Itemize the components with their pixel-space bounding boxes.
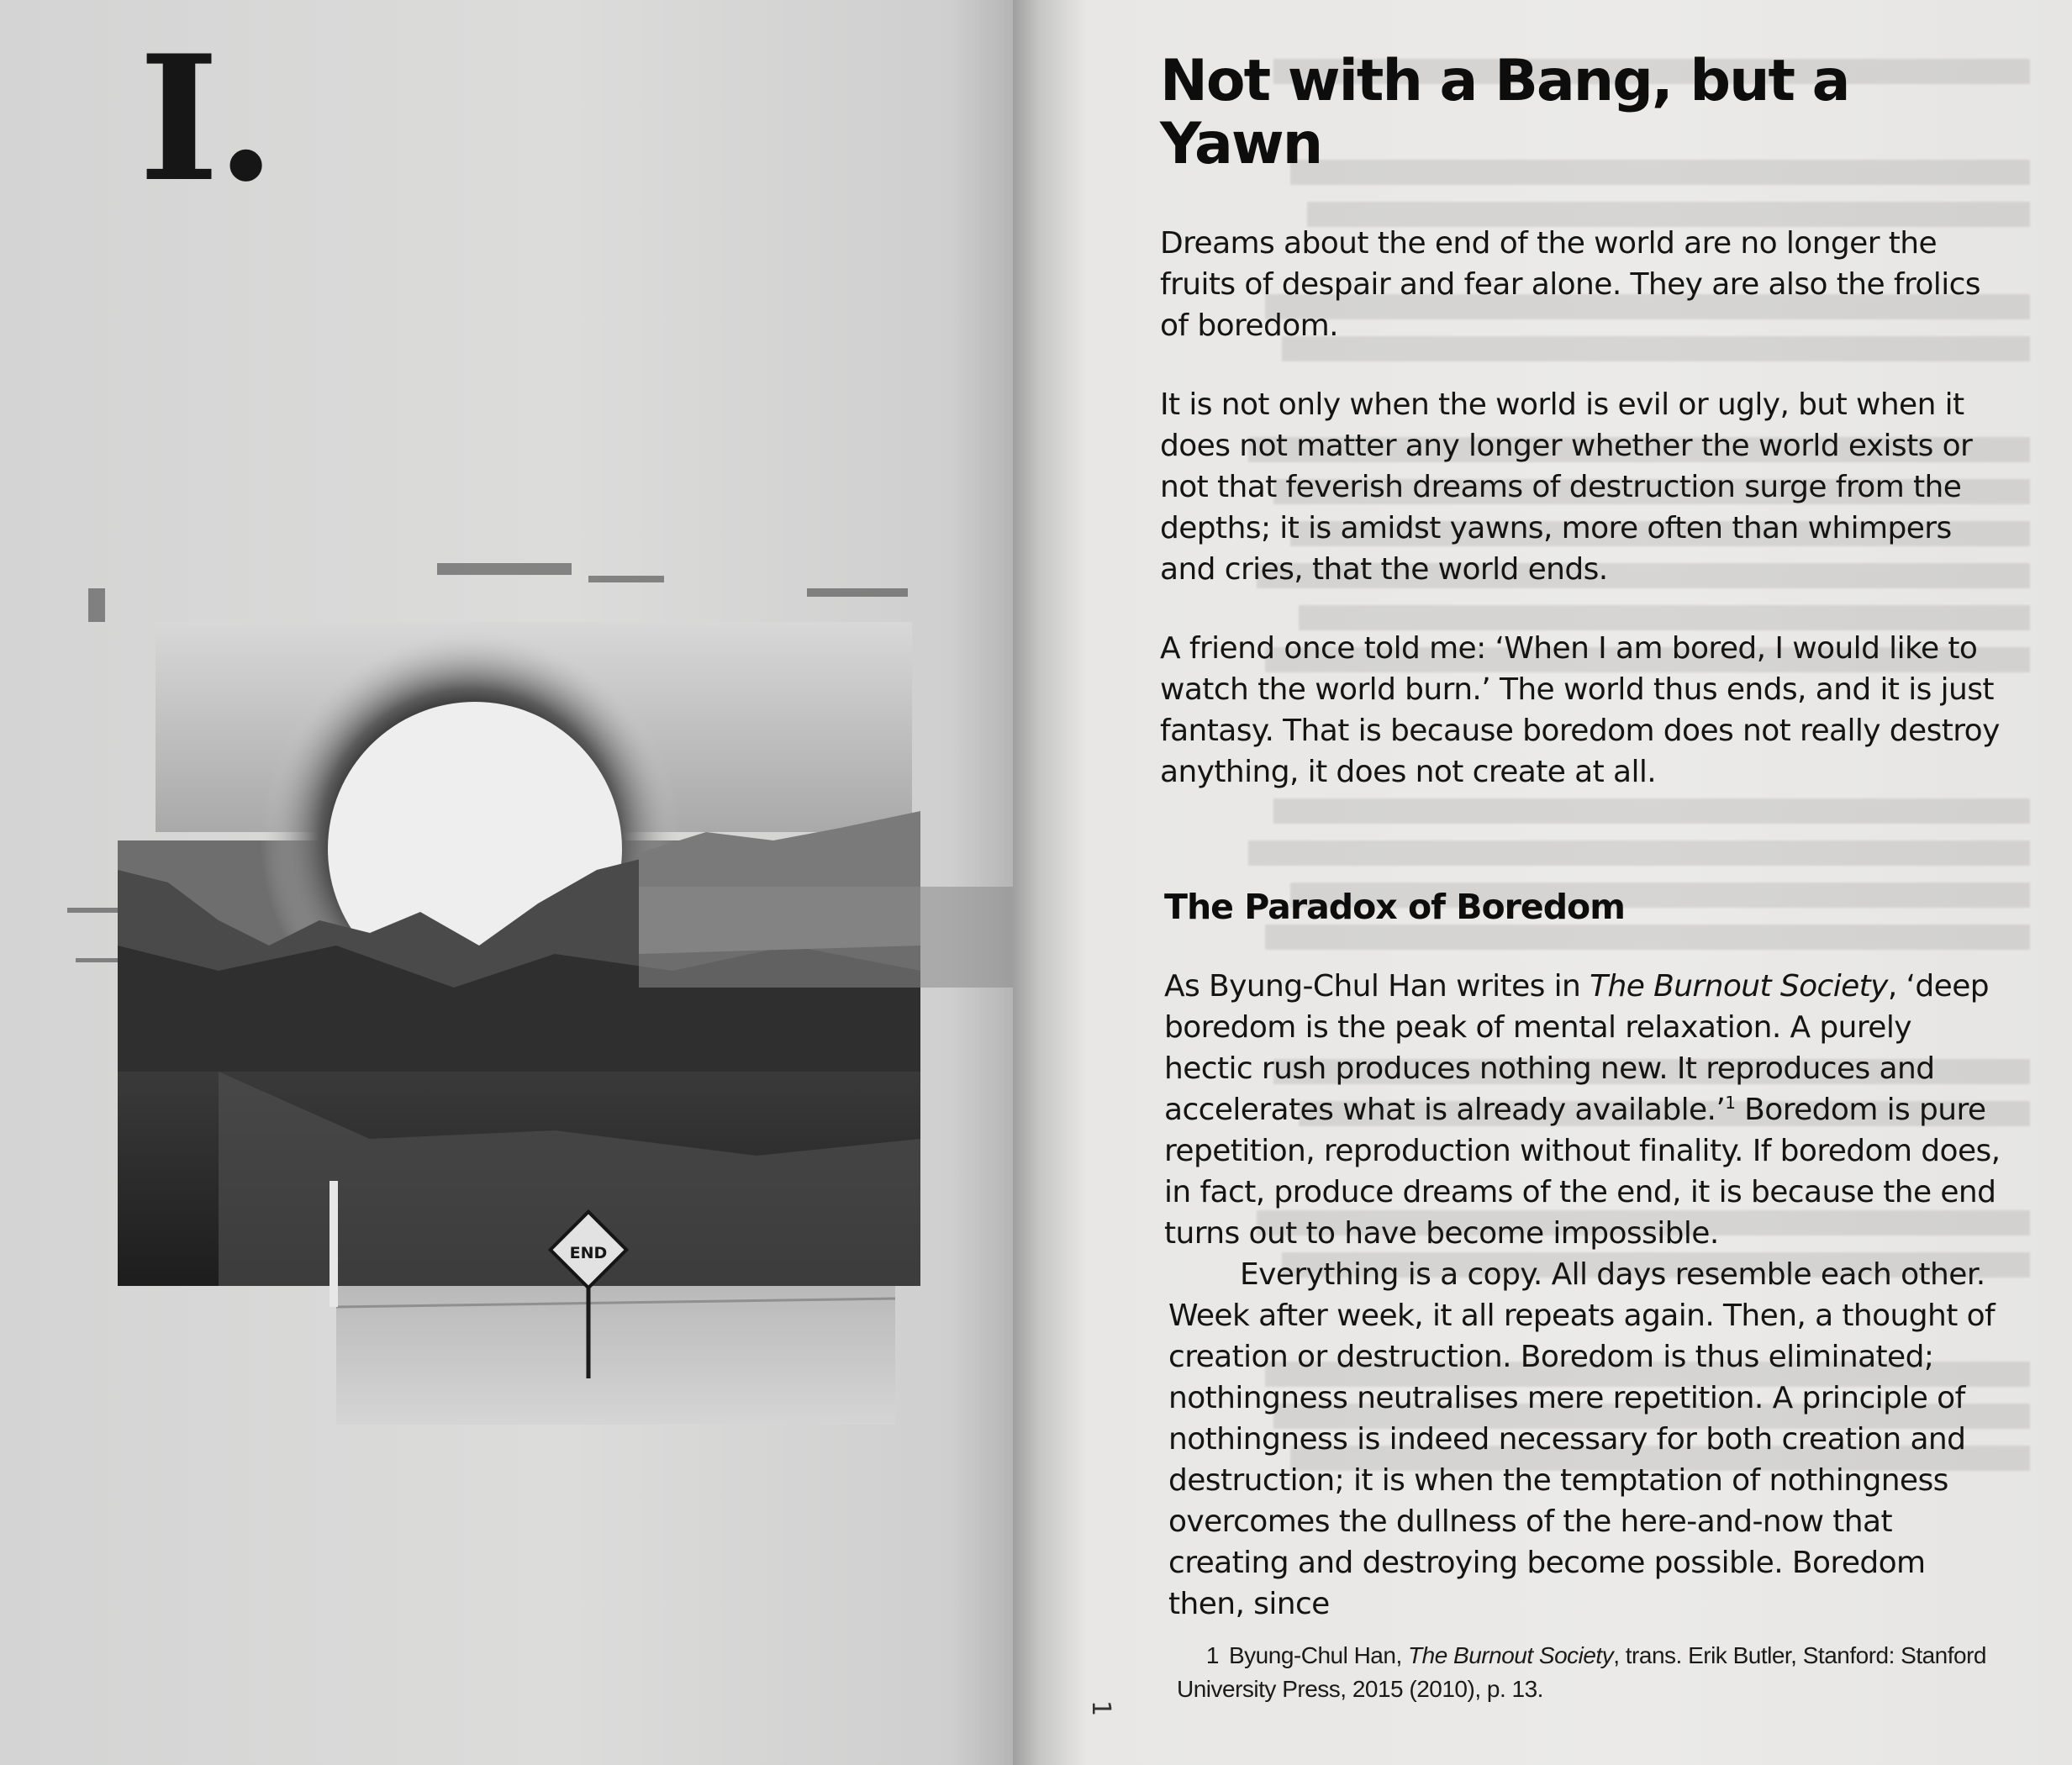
- ink-fleck: [88, 588, 105, 622]
- footnote-details: , trans. Erik Butler, Stanford: Stanford University Press, 2015 (2010), p. 13.: [1177, 1642, 1986, 1702]
- ink-fleck: [76, 958, 118, 962]
- collage-artwork: [118, 551, 1021, 1425]
- left-page: [0, 0, 1021, 1765]
- chapter-numeral: I.: [139, 18, 273, 220]
- section-heading: The Paradox of Boredom: [1164, 886, 1625, 927]
- body-paragraph: [1164, 966, 2001, 1254]
- intro-paragraph: Dreams about the end of the world are no longer the fruits of despair and fear alone. They are also the frolics of boredom.: [1160, 225, 1980, 343]
- right-page: [1013, 0, 2072, 1765]
- footnote-book-title: The Burnout Society: [1408, 1642, 1614, 1668]
- footnote-reference[interactable]: 1: [1725, 1092, 1736, 1113]
- collage-image: [118, 551, 1021, 1425]
- book-title: The Burnout Society: [1590, 968, 1888, 1004]
- intro-paragraph: It is not only when the world is evil or ugly, but when it does not matter any longer whether the world exists or not that feverish dreams of destruction surge from the depths; it is amidst yawns, more often than whimpers and cries, that the world ends.: [1160, 387, 1973, 587]
- body-text: , ‘deep boredom is the peak of mental relaxation. A purely hectic rush produces nothing new. It reproduces and accelerates what is already available.’: [1164, 968, 1990, 1127]
- body-text: Boredom is pure repetition, reproduction without finality. If boredom does, in fact, produce dreams of the end, it is because the end turns out to have become impossible.: [1164, 1092, 2001, 1251]
- page-number: 1: [1086, 1699, 1116, 1717]
- text-column: [1160, 50, 2001, 1625]
- intro-paragraph: A friend once told me: ‘When I am bored, I would like to watch the world burn.’ The world thus ends, and it is just fantasy. That is because boredom does not really destroy anything, it does not create at all.: [1160, 630, 2000, 789]
- chapter-title: Not with a Bang, but a Yawn: [1160, 48, 1849, 177]
- collage-ridge-haze: [639, 887, 1021, 988]
- footnote-number: 1: [1205, 1642, 1219, 1668]
- end-sign-text: END: [569, 1244, 608, 1262]
- body-paragraph: Everything is a copy. All days resemble each other. Week after week, it all repeats again. Then, a thought of creation or destruction. Boredom is thus eliminated; nothingness neutralises mere repetition. A principle of nothingness is indeed necessary for both creation and destruction; it is when the temptation of nothingness overcomes the dullness of the here-and-now that creating and destroying become possible. Boredom then, since: [1168, 1257, 1996, 1621]
- collage-edge-strip: [330, 1181, 338, 1307]
- body-text: As Byung-Chul Han writes in: [1164, 968, 1590, 1004]
- footnote-author: Byung-Chul Han,: [1229, 1642, 1409, 1668]
- footnote: [1177, 1639, 2017, 1706]
